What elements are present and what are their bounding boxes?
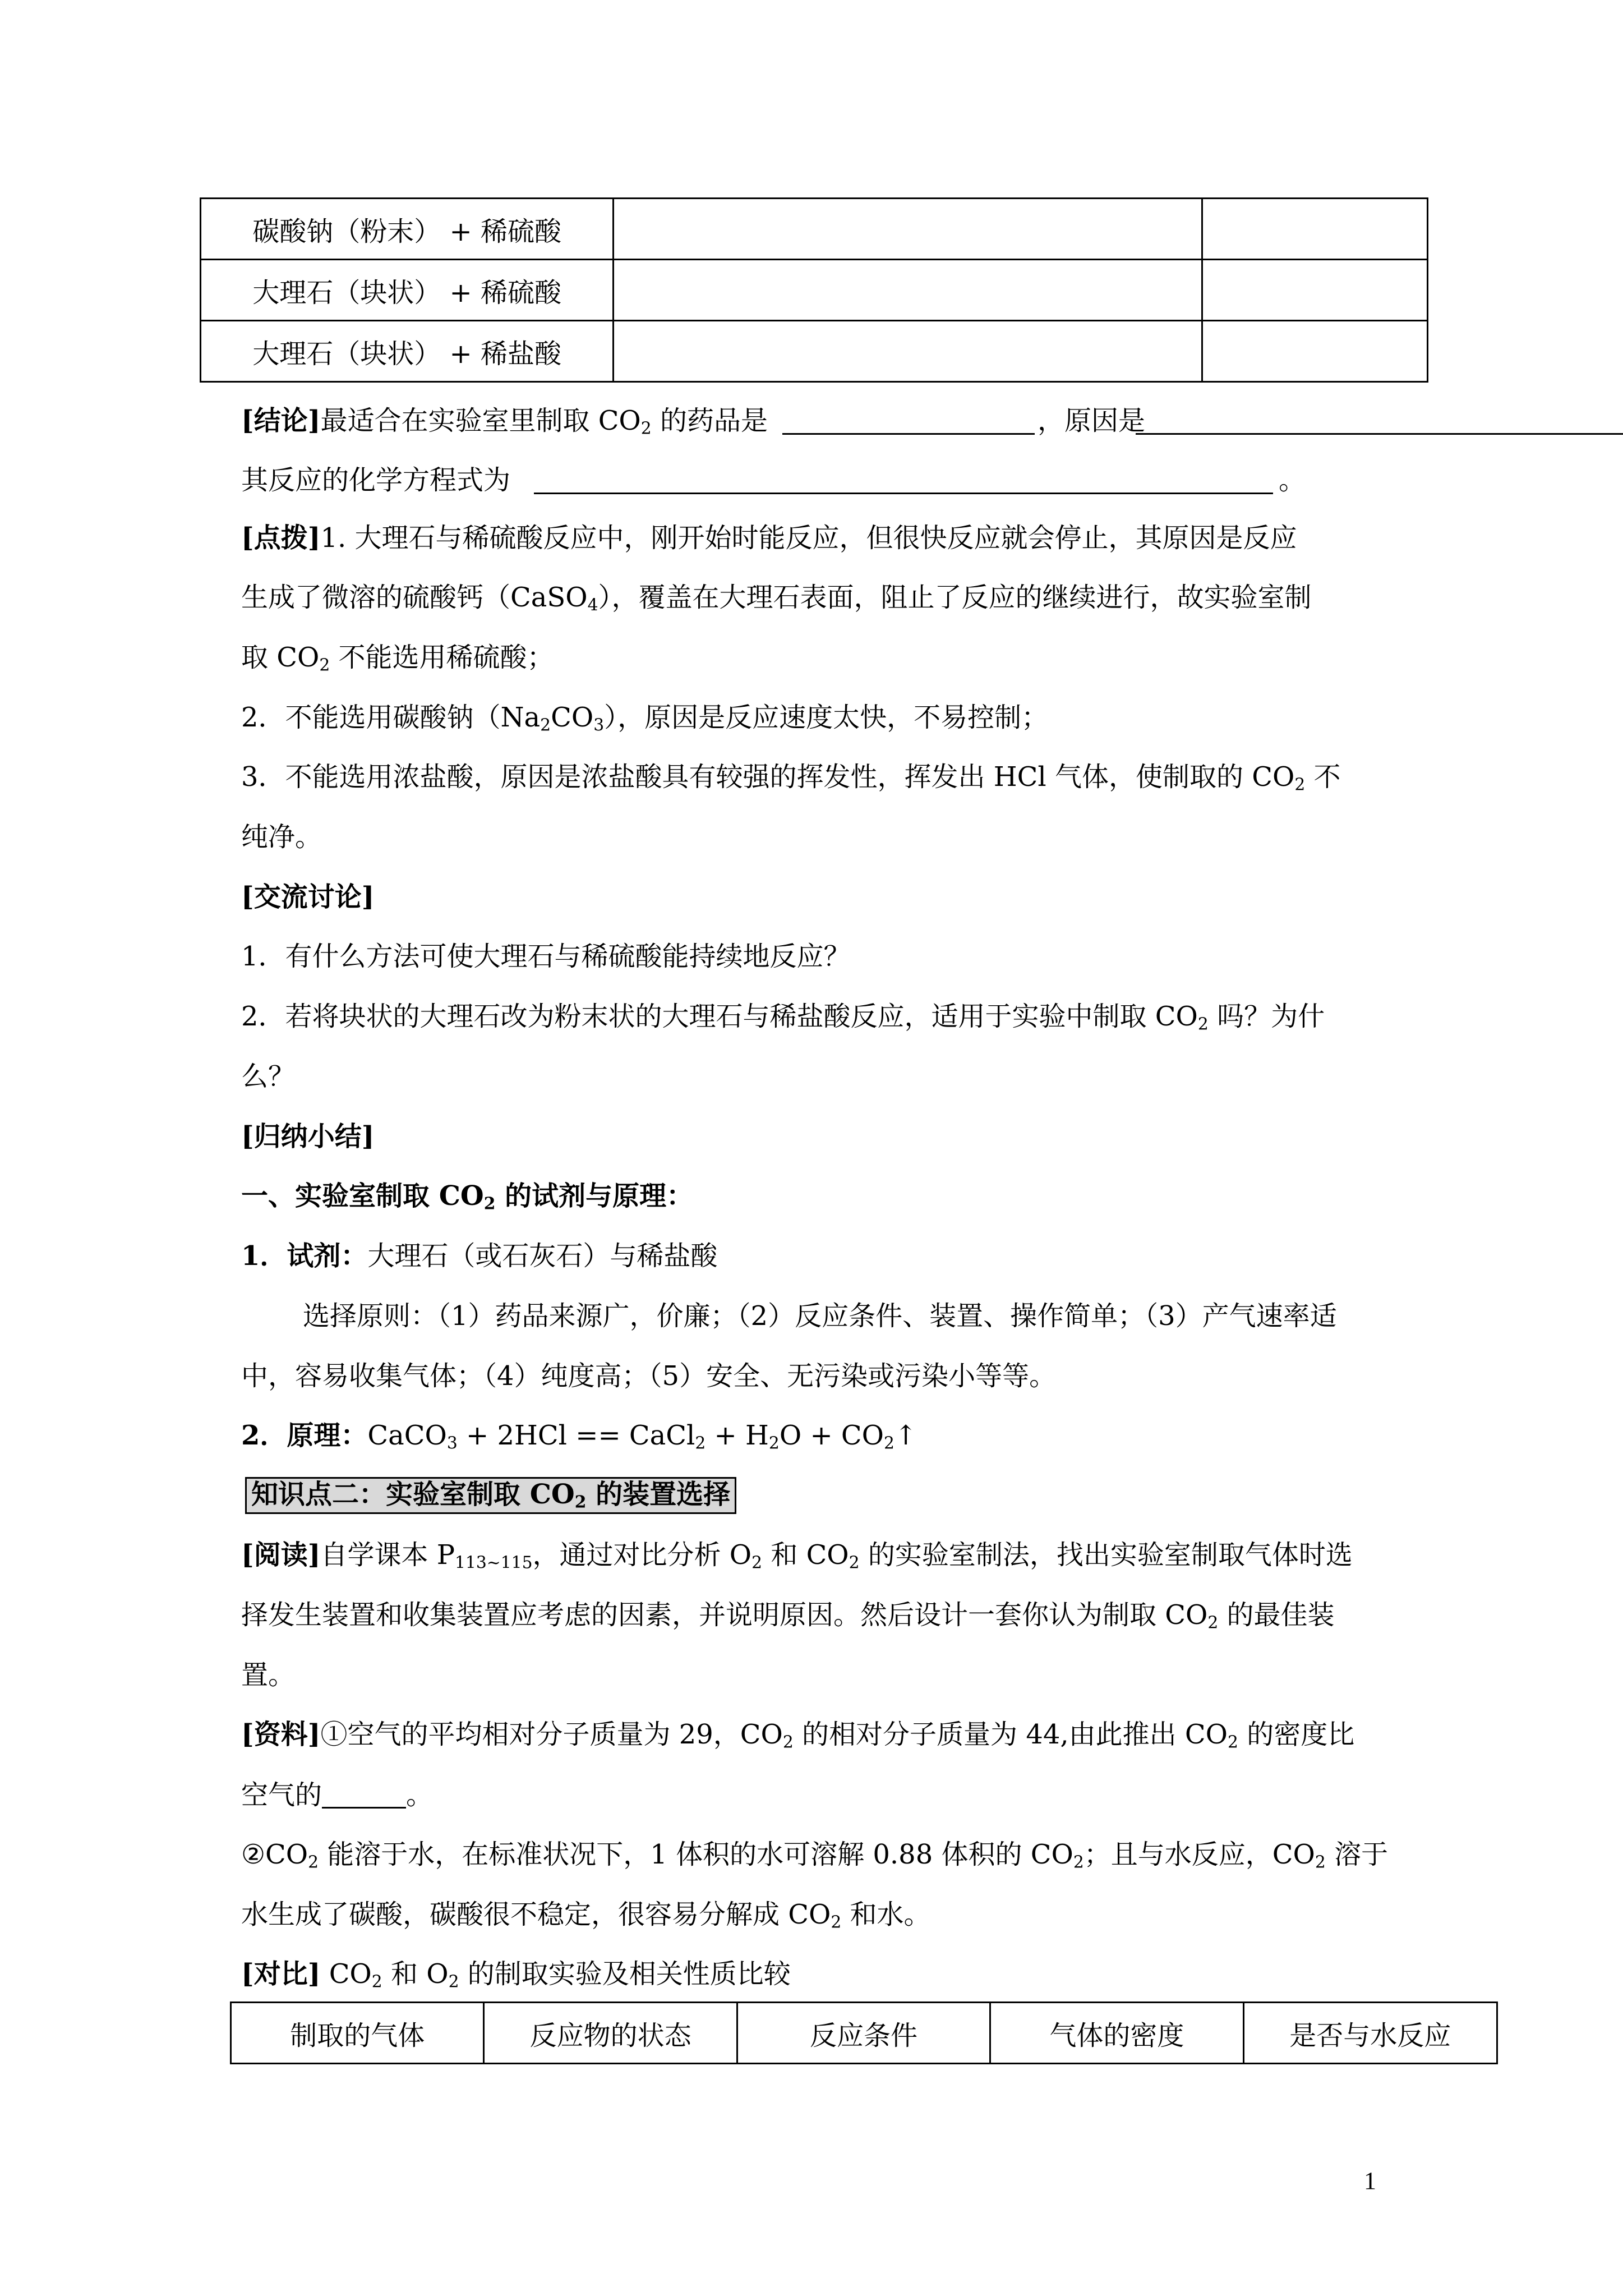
summary-principle: 2．原理：CaCO$_3$ + 2HCl == CaCl$_2$ + $H_2O$ + $CO_2↑$ (241, 1420, 917, 1453)
table-row (201, 321, 1428, 382)
reagent-cell: 碳酸钠（粉末） + 稀硫酸 (201, 199, 614, 260)
discussion-question-1: 1．有什么方法可使大理石与稀硫酸能持续地反应？ (241, 941, 851, 972)
material-line-1: [资料]①空气的平均相对分子质量为 29，$CO_2$ 的相对分子质量为 44,由此推出 $CO_2$ 的密度比 (241, 1719, 1355, 1752)
phenomenon-cell (614, 199, 1202, 260)
summary-heading-1: 一、实验室制取 $CO_2$ 的试剂与原理： (241, 1180, 694, 1214)
selection-principles-line-2: 中，容易收集气体；（4）纯度高；（5）安全、无污染或污染小等等。 (241, 1360, 1057, 1392)
page-number: 1 (1364, 2167, 1376, 2194)
knowledge-point-2-heading: 知识点二：实验室制取 $CO_2$ 的装置选择 (245, 1477, 736, 1514)
header-cell: 反应物的状态 (484, 2003, 737, 2064)
blank-line (1136, 433, 1623, 435)
reading-line-2: 择发生装置和收集装置应考虑的因素，并说明原因。然后设计一套你认为制取 $CO_2$ 的最佳装 (241, 1599, 1335, 1633)
phenomenon-cell (614, 260, 1202, 321)
tips-point-3-cont: 纯净。 (241, 821, 322, 853)
reading-line-3: 置。 (241, 1659, 296, 1691)
reagent-cell: 大理石（块状） + 稀盐酸 (201, 321, 614, 382)
discussion-question-2-cont: 么？ (241, 1061, 296, 1092)
tips-point-2: 2．不能选用碳酸钠$(Na_2CO_3)$，原因是反应速度太快，不易控制； (241, 702, 1049, 735)
material-line-2: 空气的 。 (241, 1779, 434, 1811)
tips-point-3: 3．不能选用浓盐酸，原因是浓盐酸具有较强的挥发性，挥发出 HCl 气体，使制取的 $CO_2$ 不 (241, 761, 1341, 795)
conclusion-tag: [结论] (241, 405, 321, 436)
conclusion-reason-label: ，原因是 (1038, 405, 1146, 436)
conclusion-cell (1202, 199, 1428, 260)
conclusion-cell (1202, 260, 1428, 321)
blank-line (322, 1781, 406, 1809)
header-cell: 是否与水反应 (1243, 2003, 1497, 2064)
tips-line-3: 取 $CO_2$ 不能选用稀硫酸； (241, 642, 554, 675)
reagent-cell: 大理石（块状） + 稀硫酸 (201, 260, 614, 321)
compare-tag: [对比] (241, 1958, 321, 1990)
table-header-row (231, 2003, 1497, 2064)
reading-tag: [阅读] (241, 1539, 321, 1571)
compare-line: [对比] $CO_2$ 和 $O_2$ 的制取实验及相关性质比较 (241, 1958, 791, 1992)
selection-principles-line-1: 选择原则：（1）药品来源广，价廉；（2）反应条件、装置、操作简单；（3）产气速率适 (303, 1300, 1337, 1332)
tips-line-2: 生成了微溶的硫酸钙（CaSO$_4$），覆盖在大理石表面，阻止了反应的继续进行，故实验室制 (241, 582, 1312, 615)
blank-line (534, 493, 1273, 494)
material-line-4: 水生成了碳酸，碳酸很不稳定，很容易分解成 $CO_2$ 和水。 (241, 1899, 931, 1932)
discussion-question-2: 2．若将块状的大理石改为粉末状的大理石与稀盐酸反应，适用于实验中制取 $CO_2$ 吗？为什 (241, 1001, 1325, 1034)
reagent-comparison-table (200, 197, 1428, 383)
blank-line (782, 433, 1035, 435)
header-cell: 反应条件 (737, 2003, 990, 2064)
summary-tag: [归纳小结] (241, 1121, 375, 1152)
tips-tag: [点拨] (241, 522, 321, 554)
discussion-tag: [交流讨论] (241, 881, 375, 913)
phenomenon-cell (614, 321, 1202, 382)
material-line-3: $②CO_2$ 能溶于水，在标准状况下，1 体积的水可溶解 0.88 体积的 $CO_2$；且与水反应，$CO_2$ 溶于 (241, 1839, 1389, 1872)
conclusion-line-1: [结论]最适合在实验室里制取 $CO_2$ 的药品是 (241, 405, 768, 439)
conclusion-line-2: 其反应的化学方程式为 (241, 464, 511, 496)
reading-line-1: [阅读]自学课本 $P_{113\sim 115}$，通过对比分析 $O_2$ 和 $CO_2$ 的实验室制法，找出实验室制取气体时选 (241, 1539, 1353, 1573)
conclusion-end: 。 (1279, 464, 1306, 496)
table-row (201, 199, 1428, 260)
table-row (201, 260, 1428, 321)
tips-line-1: [点拨]1. 大理石与稀硫酸反应中，刚开始时能反应，但很快反应就会停止，其原因是反应 (241, 522, 1297, 554)
header-cell: 制取的气体 (231, 2003, 484, 2064)
material-tag: [资料] (241, 1719, 321, 1750)
summary-reagents: 1．试剂：大理石（或石灰石）与稀盐酸 (241, 1240, 718, 1272)
header-cell: 气体的密度 (990, 2003, 1243, 2064)
co2-o2-comparison-table (230, 2001, 1498, 2064)
conclusion-cell (1202, 321, 1428, 382)
